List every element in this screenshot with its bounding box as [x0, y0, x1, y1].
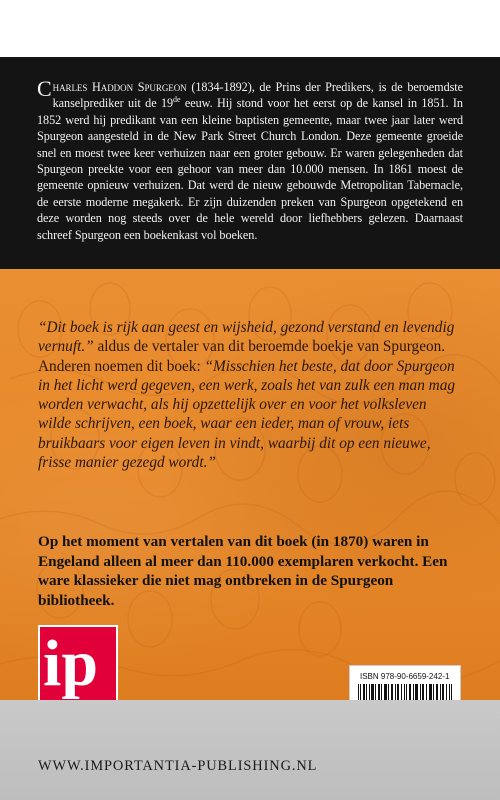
ip-logo-icon — [40, 627, 116, 703]
author-bio-text — [37, 76, 463, 243]
ordinal-suffix: de — [173, 95, 181, 105]
top-margin — [0, 0, 500, 57]
bio-part-2: eeuw. Hij stond voor het eerst op de kansel in 1851. In 1852 werd hij predikant van een kleine baptisten gemeente, maar twee jaar later werd Spurgeon aangesteld in de New Park Street Church London. Deze gemeente groeide snel en moest twee keer verhuizen naar een groter gebouw. Er waren gelegenheden dat Spurgeon preekte voor een gehoor van meer dan 10.000 mensen. In 1861 moest de gemeente opnieuw verhuizen. Dat werd de nieuw gebouwde Metropolitan Tabernacle, de eerste moderne megakerk. Er zijn duizenden preken van Spurgeon opgetekend en deze worden nog steeds over de hele wereld door liefhebbers gelezen. Daarnaast schreef Spurgeon een boekenkast vol boeken. — [37, 96, 463, 242]
publisher-logo — [38, 625, 118, 705]
bio-part-1: (1834-1892), de Prins der Predikers, is de beroemdste kanselprediker uit de 19 — [52, 80, 463, 111]
orange-panel — [0, 269, 500, 700]
summary-text: Op het moment van vertalen van dit boek (in 1870) waren in Engeland alleen al meer dan 110.000 exemplaren verkocht. Een ware klassieker die niet mag ontbreken in de Spurgeon bibliotheek. — [38, 533, 448, 609]
drop-cap: C — [37, 76, 52, 101]
quote-connector: aldus de vertaler van dit beroemde boekje van Spurgeon. Anderen noemen dit boek: — [38, 338, 446, 375]
logo-text: ip — [43, 627, 99, 700]
footer-bar — [0, 700, 500, 800]
review-quote — [38, 318, 462, 472]
author-name: harles Haddon Spurgeon — [52, 80, 187, 94]
author-bio-panel — [0, 57, 500, 269]
publisher-website: WWW.IMPORTANTIA-PUBLISHING.NL — [38, 758, 318, 774]
quote-2: “Misschien het beste, dat door Spurgeon in het licht werd gegeven, een werk, zoals het van zulk een man mag worden verwacht, als hij opzettelijk over en voor het volksleven wilde schrijven, een boek, waar een ieder, man of vrouw, iets bruikbaars voor eigen leven in vindt, waarbij dit op een nieuwe, frisse manier gezegd wordt.” — [38, 357, 456, 472]
quote-1: “Dit boek is rijk aan geest en wijsheid, gezond verstand en levendig vernuft.” — [38, 319, 455, 356]
isbn-text: ISBN 978-90-6659-242-1 — [360, 672, 450, 681]
